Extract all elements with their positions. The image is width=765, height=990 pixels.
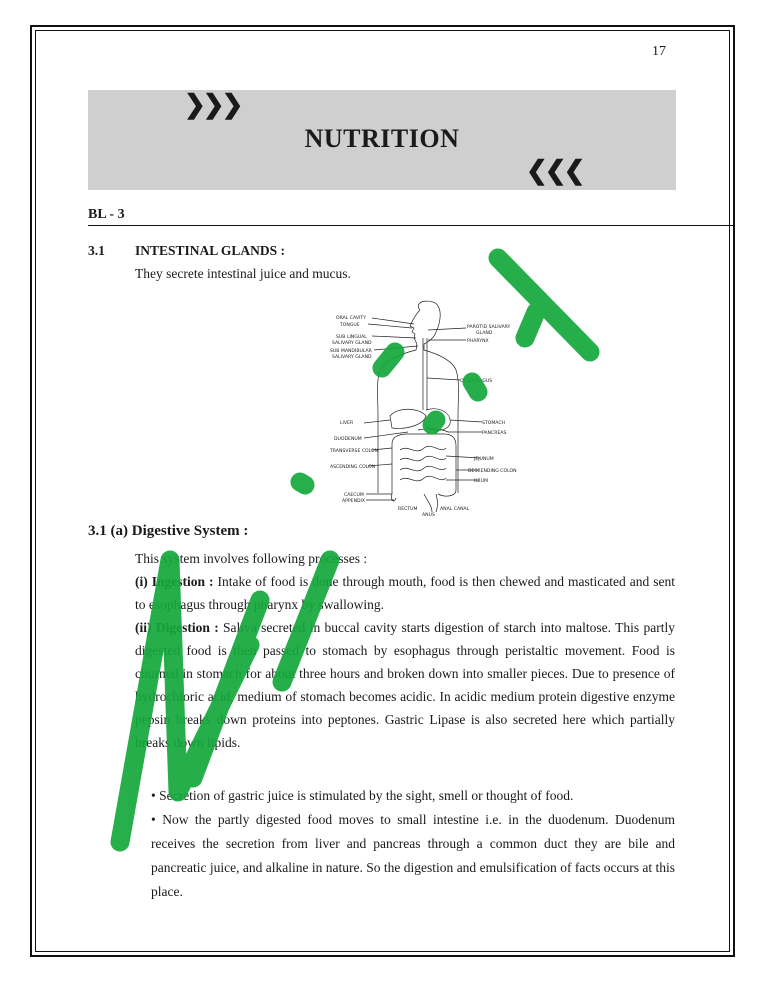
- label-sub-mandibular-2: SALIVARY GLAND: [332, 355, 372, 360]
- label-sub-lingual-2: SALIVARY GLAND: [332, 341, 372, 346]
- label-transverse-colon: TRANSVERSE COLON: [330, 449, 379, 454]
- label-stomach: STOMACH: [482, 421, 506, 426]
- ingestion-label: (i) Ingestion :: [135, 574, 214, 589]
- label-descending-colon: DESCENDING COLON: [468, 469, 517, 474]
- digestion-label: (ii) Digestion :: [135, 620, 219, 635]
- ingestion-paragraph: [135, 570, 675, 616]
- label-pancreas: PANCREAS: [482, 431, 507, 436]
- label-oral-cavity: ORAL CAVITY: [336, 316, 366, 321]
- page-number: 17: [652, 44, 666, 59]
- label-pharynx: PHARYNX: [467, 339, 489, 344]
- label-ascending-colon: ASCENDING COLON: [330, 465, 376, 470]
- label-ileum: ILEUM: [474, 479, 489, 484]
- label-anus: ANUS: [422, 513, 435, 518]
- digestion-text: Saliva secreted in buccal cavity starts digestion of starch into maltose. This partly digested food is then passed to stomach by esophagus through peristaltic movement. Food is churned in stomach for about three hours and broken down into smaller pieces. Due to presence of hydrochloric acid, medium of stomach becomes acidic. In acidic medium protein digestive enzyme pepsin breaks down proteins into peptones. Gastric Lipase is also secreted here which partially breaks down lipids.: [135, 620, 675, 750]
- digestion-paragraph: [135, 616, 675, 754]
- section-number: 3.1: [88, 243, 105, 258]
- section-text: They secrete intestinal juice and mucus.: [135, 266, 351, 281]
- label-caecum: CAECUM: [344, 493, 364, 498]
- label-tongue: TONGUE: [340, 323, 360, 328]
- label-duodenum: DUODENUM: [334, 437, 362, 442]
- label-rectum: RECTUM: [398, 507, 418, 512]
- digestive-intro: [135, 547, 675, 754]
- bullet-item: • Now the partly digested food moves to small intestine i.e. in the duodenum. Duodenum receives the secretion from liver and pancreas through a common duct they are bile and pancreatic juice, and alkaline in nature. So the digestion and emulsification of facts occurs at this place.: [151, 812, 675, 899]
- chapter-banner: [88, 90, 676, 190]
- arrows-left-icon: ❮❮❮: [526, 156, 583, 185]
- label-anal-canal: ANAL CANAL: [440, 507, 470, 512]
- label-jejunum: JEJUNUM: [474, 457, 494, 462]
- label-sub-lingual-1: SUB LINGUAL: [336, 335, 367, 340]
- chapter-title: NUTRITION: [304, 124, 460, 153]
- section-code: BL - 3: [88, 207, 125, 222]
- label-parotid-2: GLAND: [476, 331, 493, 336]
- arrows-right-icon: ❯❯❯: [184, 90, 241, 119]
- bullet-item: • Secretion of gastric juice is stimulated by the sight, smell or thought of food.: [151, 788, 574, 803]
- section-divider: [88, 225, 735, 226]
- section-title: INTESTINAL GLANDS :: [135, 243, 286, 258]
- digestive-system-heading: 3.1 (a) Digestive System :: [88, 523, 249, 539]
- ingestion-text: Intake of food is done through mouth, food is then chewed and masticated and sent to esophagus through pharynx by swallowing.: [135, 574, 675, 612]
- digestive-intro-text: This system involves following processes :: [135, 551, 368, 566]
- digestion-bullets: [151, 784, 675, 904]
- label-liver: LIVER: [340, 421, 354, 426]
- label-appendix: APPENDIX: [342, 499, 366, 504]
- label-sub-mandibular-1: SUB MANDIBULAR: [330, 349, 372, 354]
- digestive-system-diagram: [328, 298, 517, 518]
- label-parotid-1: PAROTID SALIVARY: [467, 325, 511, 330]
- label-oesophagus: OESOPHAGUS: [460, 379, 493, 384]
